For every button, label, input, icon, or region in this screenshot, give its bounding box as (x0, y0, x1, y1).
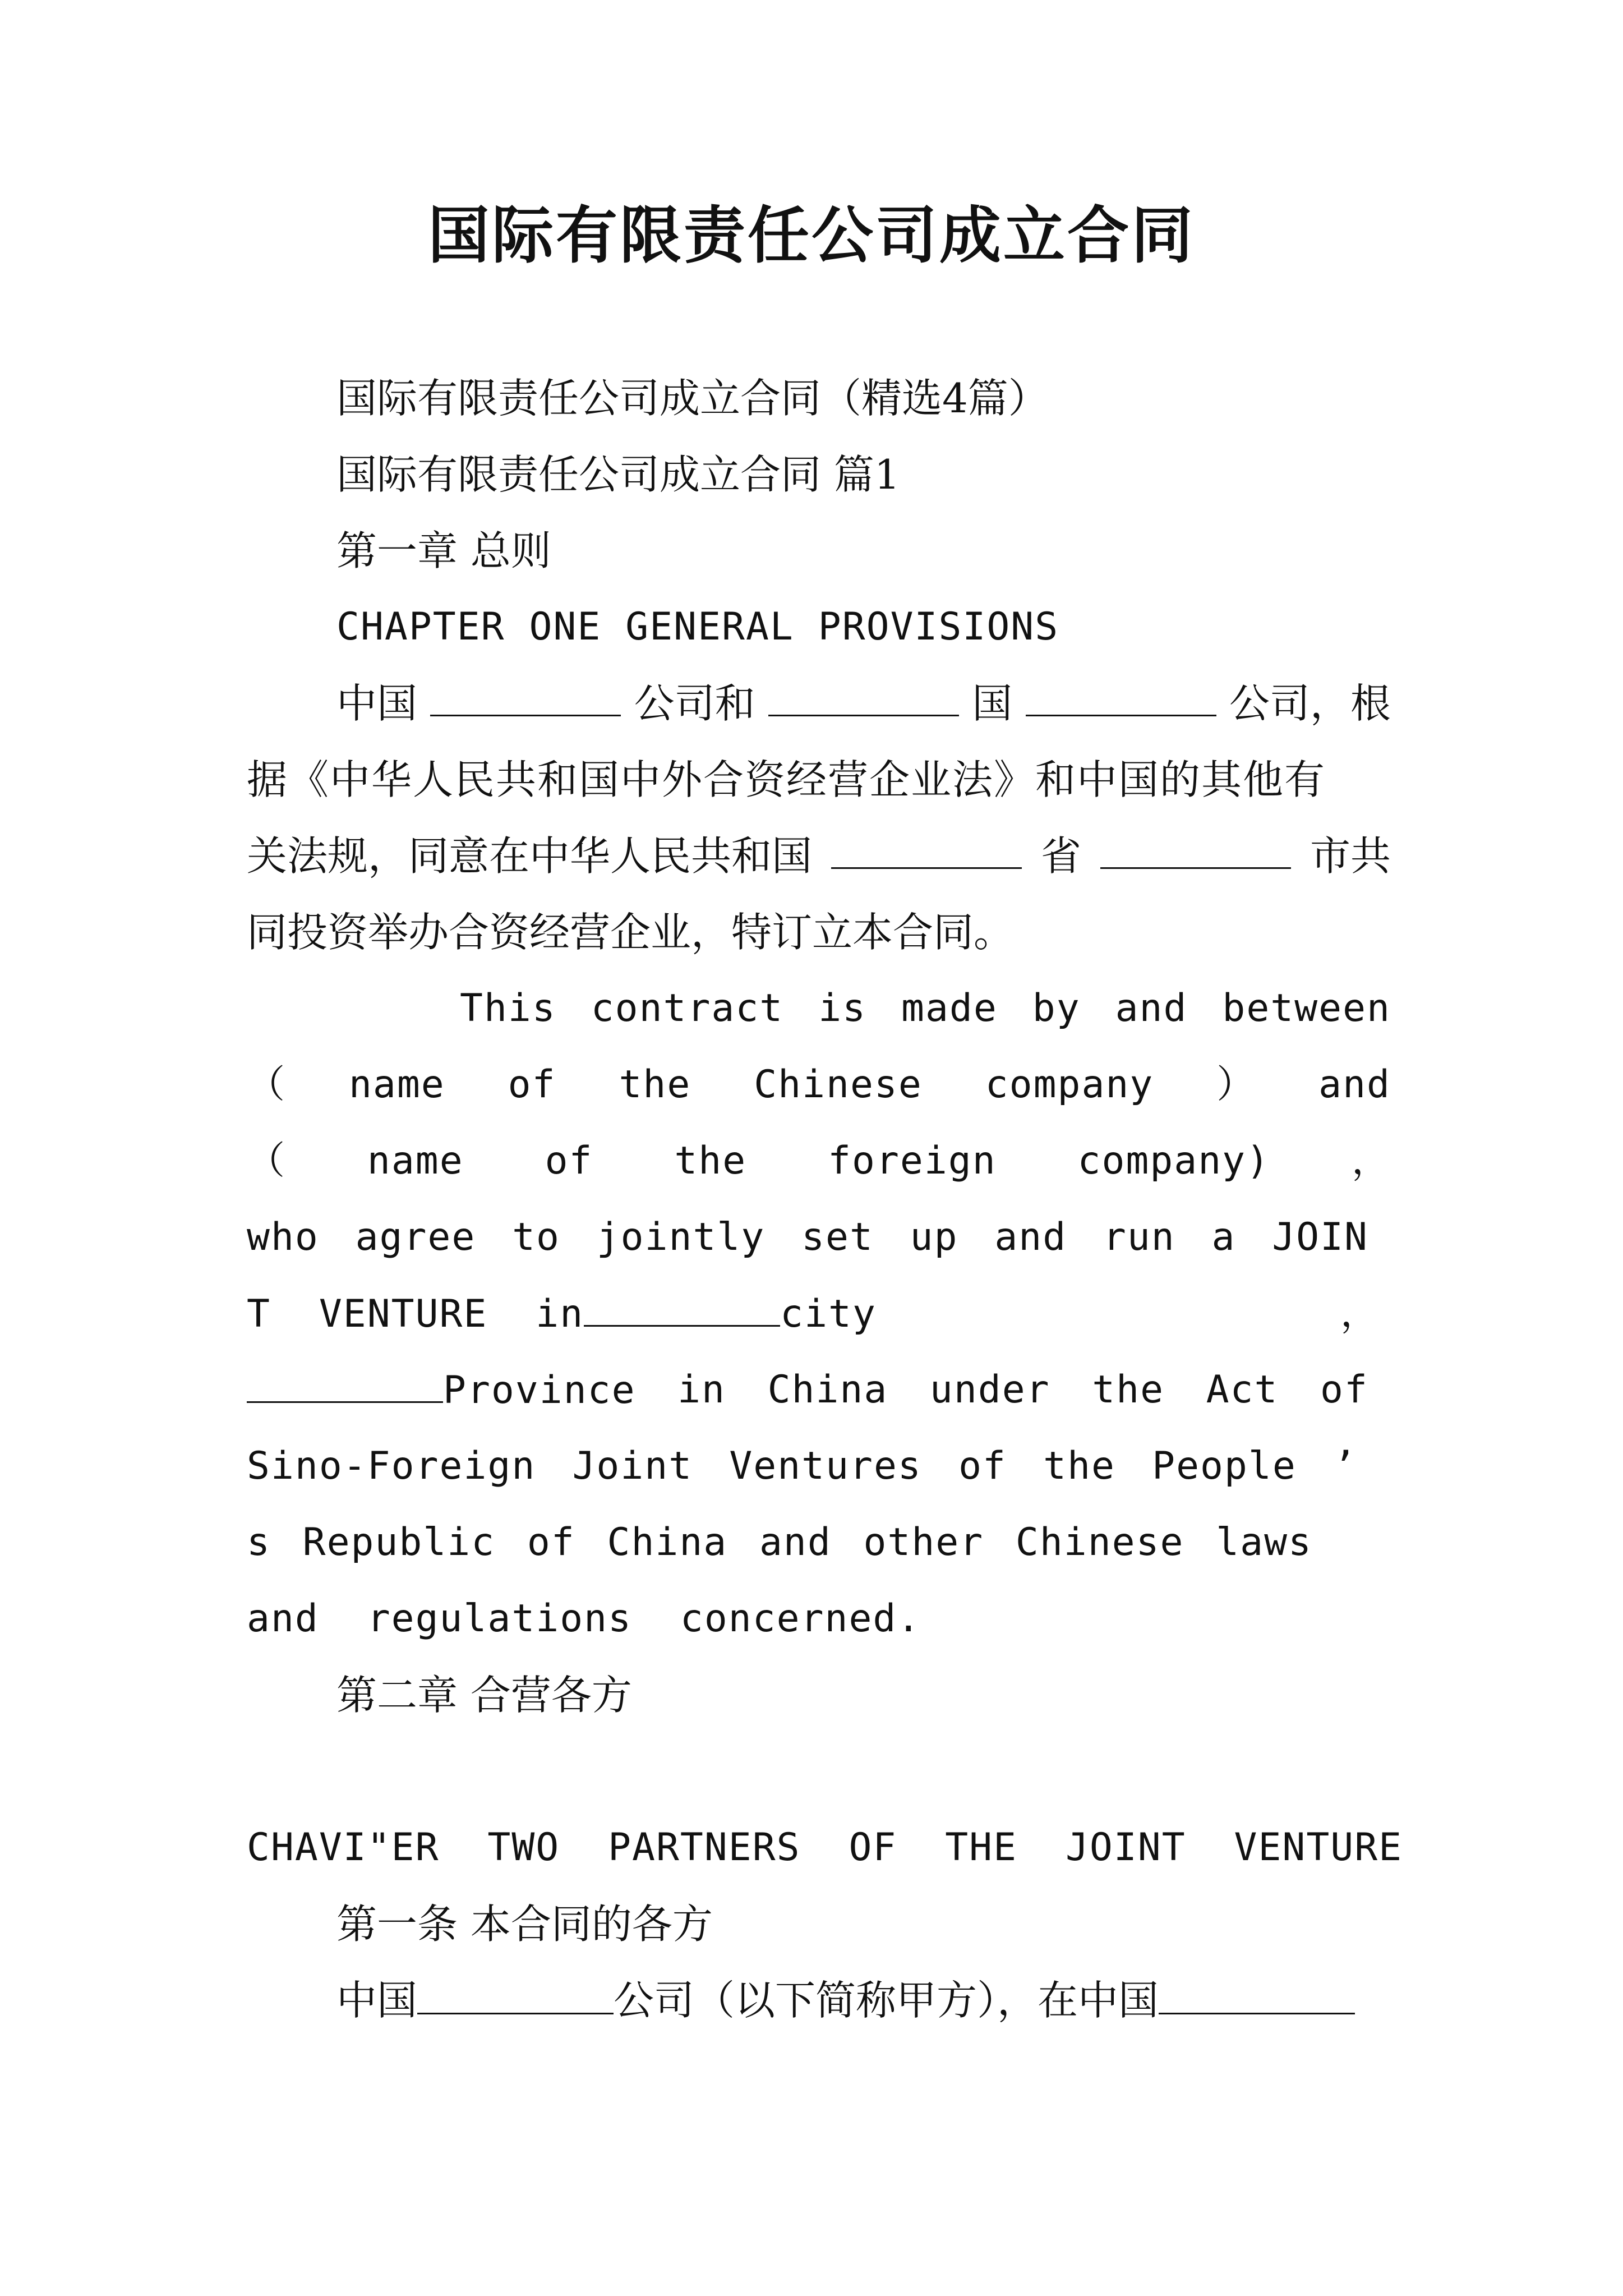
text-segment: city (780, 1292, 877, 1336)
fill-in-blank (584, 1286, 780, 1327)
word: and (994, 1215, 1067, 1259)
cn-paragraph-line-4: 同投资举办合资经营企业，特订立本合同。 (247, 909, 1015, 956)
en-paragraph-line-9: and regulations concerned. (247, 1596, 921, 1641)
en-paragraph-line-2 (247, 1057, 1391, 1113)
word: of (958, 1444, 1007, 1488)
word: Republic (302, 1520, 496, 1565)
section-title: 国际有限责任公司成立合同 篇1 (336, 451, 900, 498)
document-subtitle: 国际有限责任公司成立合同（精选4篇） (336, 375, 1049, 422)
article-one-line-1 (336, 1972, 1391, 2028)
word: ’ (1332, 1444, 1357, 1488)
text-segment: 市共 (1310, 832, 1391, 880)
text-segment: 省 (1040, 832, 1081, 880)
word: JOIN (1272, 1215, 1368, 1259)
word: of (1320, 1368, 1368, 1412)
word: This (460, 986, 556, 1030)
word: agree (355, 1215, 476, 1259)
text-segment: 关法规，同意在中华人民共和国 (247, 832, 813, 880)
en-paragraph-line-5 (247, 1286, 1391, 1342)
word: by (1032, 986, 1081, 1030)
word: People (1152, 1444, 1297, 1488)
fill-in-blank (430, 675, 621, 716)
text-segment (247, 1362, 636, 1419)
fill-in-blank (1100, 828, 1291, 869)
word: run (1103, 1215, 1175, 1259)
chapter-one-heading-cn: 第一章 总则 (336, 527, 551, 574)
text-segment: 中国 (336, 680, 418, 727)
text-segment: 中国 (336, 1977, 418, 2024)
article-one-heading: 第一条 本合同的各方 (336, 1901, 713, 1948)
en-paragraph-line-7 (247, 1438, 1357, 1494)
word: up (910, 1215, 958, 1259)
fill-in-blank (768, 675, 959, 716)
word: and (1318, 1062, 1391, 1107)
word: a (1211, 1215, 1236, 1259)
word: laws (1216, 1520, 1312, 1565)
fill-in-blank (247, 1362, 443, 1403)
word: name (348, 1062, 445, 1107)
word: the (1043, 1444, 1115, 1488)
word: under (929, 1368, 1050, 1412)
word: made (901, 986, 998, 1030)
word: other (863, 1520, 984, 1565)
word: ， (1351, 1139, 1391, 1183)
chapter-two-heading-cn: 第二章 合营各方 (336, 1672, 632, 1719)
chapter-one-heading-en: CHAPTER ONE GENERAL PROVISIONS (336, 605, 1059, 649)
word: of (545, 1139, 593, 1183)
word: between (1222, 986, 1391, 1030)
fill-in-blank (417, 1973, 614, 2014)
word: Chinese (754, 1062, 923, 1107)
text-segment: 国 (972, 680, 1013, 727)
word: （ (247, 1062, 287, 1107)
en-paragraph-line-4 (247, 1209, 1368, 1266)
en-paragraph-line-6 (247, 1362, 1368, 1419)
word: ） (1216, 1062, 1256, 1107)
word: the (674, 1139, 747, 1183)
word: of (527, 1520, 575, 1565)
word: and (759, 1520, 832, 1565)
word: Province (443, 1368, 636, 1412)
word: s (247, 1520, 271, 1565)
fill-in-blank (831, 828, 1022, 869)
text-segment: ， (1340, 1291, 1380, 1336)
word: company) (1077, 1139, 1271, 1183)
word: who (247, 1215, 319, 1259)
word: the (619, 1062, 691, 1107)
word: Chinese (1015, 1520, 1184, 1565)
fill-in-blank (1159, 1973, 1355, 2014)
word: set (801, 1215, 874, 1259)
word: Sino-Foreign (247, 1444, 536, 1488)
text-segment: 公司（以下简称甲方），在中国 (614, 1977, 1159, 2024)
text-segment: T VENTURE in (247, 1292, 584, 1336)
word: contract (591, 986, 784, 1030)
word: Act (1206, 1368, 1279, 1412)
cn-paragraph-line-2: 据《中华人民共和国中外合资经营企业法》和中国的其他有 (247, 756, 1326, 803)
word: China (767, 1368, 888, 1412)
text-segment: 公司和 (634, 680, 755, 727)
cn-paragraph-line-3 (247, 828, 1391, 884)
en-paragraph-line-3 (247, 1133, 1391, 1189)
document-title: 国际有限责任公司成立合同 (428, 200, 1195, 272)
word: foreign (828, 1139, 997, 1183)
word: of (508, 1062, 556, 1107)
cn-paragraph-line-1 (336, 675, 1391, 731)
word: China (607, 1520, 728, 1565)
word: jointly (596, 1215, 766, 1259)
word: the (1092, 1368, 1165, 1412)
word: and (1115, 986, 1188, 1030)
word: to (512, 1215, 560, 1259)
word: name (367, 1139, 464, 1183)
en-paragraph-line-8 (247, 1515, 1312, 1571)
en-paragraph-line-1 (460, 981, 1391, 1037)
word: Ventures (729, 1444, 922, 1488)
word: in (677, 1368, 726, 1412)
word: （ (247, 1139, 287, 1183)
word: is (818, 986, 867, 1030)
chapter-two-heading-en: CHAVI"ER TWO PARTNERS OF THE JOINT VENTURE (247, 1825, 1403, 1870)
word: company (985, 1062, 1154, 1107)
fill-in-blank (1026, 675, 1216, 716)
word: Joint (572, 1444, 693, 1488)
text-segment: 公司，根 (1229, 680, 1391, 727)
